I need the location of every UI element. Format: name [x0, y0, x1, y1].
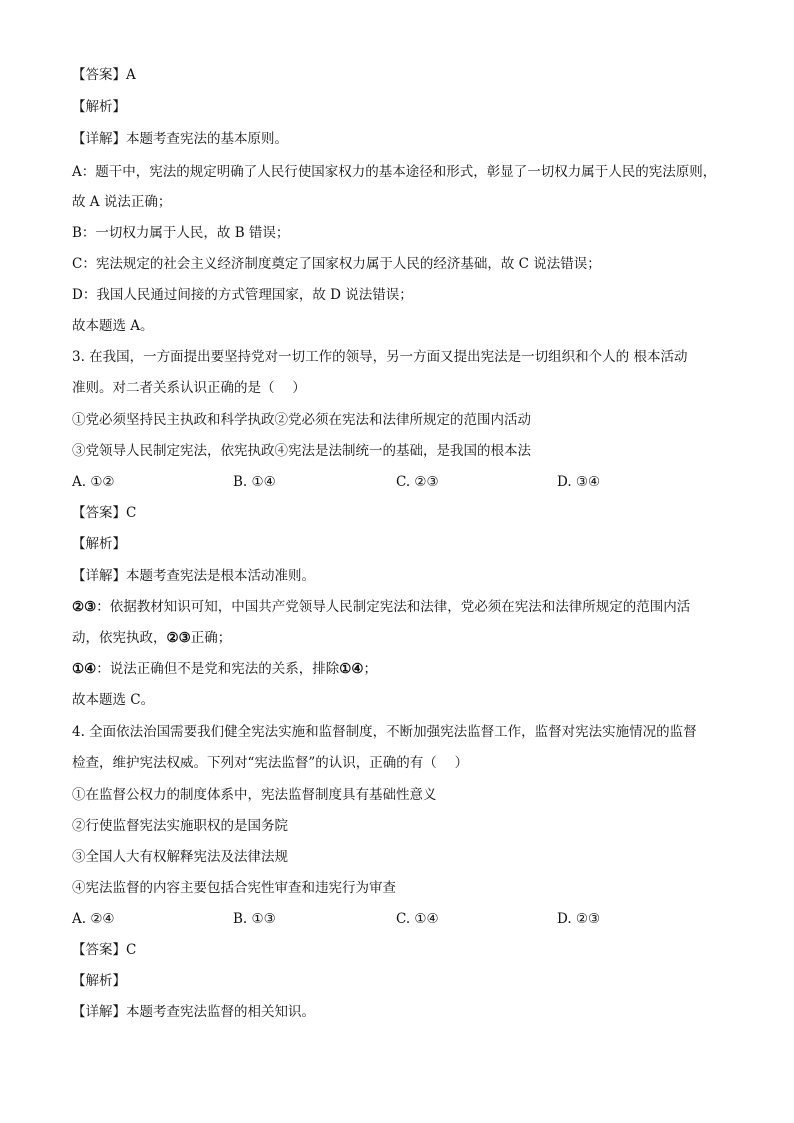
q3-exp-ref-14: ①④ [72, 661, 97, 677]
analysis-label: 【解析】 [72, 99, 126, 115]
q3-exp-ref-23: ②③ [72, 599, 97, 615]
explanation-a-line2: 故 A 说法正确； [72, 194, 172, 210]
q3-exp-ref-14b: ①④ [339, 661, 364, 677]
q4-stem-line1: 4. 全面依法治国需要我们健全宪法实施和监督制度，不断加强宪法监督工作，监督对宪法实施情况的监督 [72, 724, 697, 740]
q4-statement-3: ③全国人大有权解释宪法及法律法规 [72, 849, 288, 865]
q4-answer-label: 【答案】C [72, 942, 137, 958]
q4-stem-line2: 检查，维护宪法权威。下列对“宪法监督”的认识，正确的有（ ） [72, 755, 469, 771]
q3-explanation-line1 [72, 598, 690, 616]
q3-statements-line2: ③党领导人民制定宪法，依宪执政④宪法是法制统一的基础，是我国的根本法 [72, 443, 531, 459]
q4-option-c: C. ①④ [396, 911, 439, 927]
q3-detail-line: 【详解】本题考查宪法是根本活动准则。 [72, 568, 315, 584]
q3-option-c: C. ②③ [396, 474, 439, 490]
conclusion: 故本题选 A。 [72, 318, 154, 334]
q3-exp-text3-end: ； [363, 661, 377, 677]
explanation-a-line1: A：题干中，宪法的规定明确了人民行使国家权力的基本途径和形式，彰显了一切权力属于人民的宪法原则， [72, 164, 717, 180]
q3-statements-line1: ①党必须坚持民主执政和科学执政②党必须在宪法和法律所规定的范围内活动 [72, 412, 531, 428]
q3-analysis-label: 【解析】 [72, 536, 126, 552]
q3-exp-ref-23b: ②③ [166, 630, 191, 646]
q3-exp-text2a: 动，依宪执政， [72, 630, 167, 646]
q3-stem-line2: 准则。对二者关系认识正确的是（ ） [72, 380, 306, 396]
q3-option-a: A. ①② [72, 474, 115, 490]
q3-option-b: B. ①④ [233, 474, 276, 490]
answer-label: 【答案】A [72, 67, 136, 83]
q4-analysis-label: 【解析】 [72, 973, 126, 989]
q3-exp-text1: ：依据教材知识可知，中国共产党领导人民制定宪法和法律，党必须在宪法和法律所规定的范围内活 [96, 599, 691, 615]
q4-statement-4: ④宪法监督的内容主要包括合宪性审查和违宪行为审查 [72, 880, 396, 896]
q3-option-d: D. ③④ [557, 474, 601, 490]
q3-exp-text3: ：说法正确但不是党和宪法的关系，排除 [96, 661, 340, 677]
explanation-d: D：我国人民通过间接的方式管理国家，故 D 说法错误； [72, 287, 413, 303]
q4-option-d: D. ②③ [557, 911, 601, 927]
q3-explanation-line3 [72, 660, 377, 678]
q3-exp-text2c: 正确； [190, 630, 232, 646]
q3-explanation-line2 [72, 629, 231, 647]
q4-statement-1: ①在监督公权力的制度体系中，宪法监督制度具有基础性意义 [72, 787, 437, 803]
explanation-c: C：宪法规定的社会主义经济制度奠定了国家权力属于人民的经济基础，故 C 说法错误； [72, 256, 601, 272]
q3-conclusion: 故本题选 C。 [72, 692, 155, 708]
q4-detail-line: 【详解】本题考查宪法监督的相关知识。 [72, 1004, 315, 1020]
q4-option-a: A. ②④ [72, 911, 115, 927]
q4-statement-2: ②行使监督宪法实施职权的是国务院 [72, 818, 288, 834]
q3-answer-label: 【答案】C [72, 505, 137, 521]
detail-line: 【详解】本题考查宪法的基本原则。 [72, 131, 288, 147]
q4-option-b: B. ①③ [233, 911, 276, 927]
explanation-b: B：一切权力属于人民，故 B 错误； [72, 225, 290, 241]
q3-stem-line1: 3. 在我国，一方面提出要坚持党对一切工作的领导，另一方面又提出宪法是一切组织和个人的 根本活动 [72, 349, 688, 365]
